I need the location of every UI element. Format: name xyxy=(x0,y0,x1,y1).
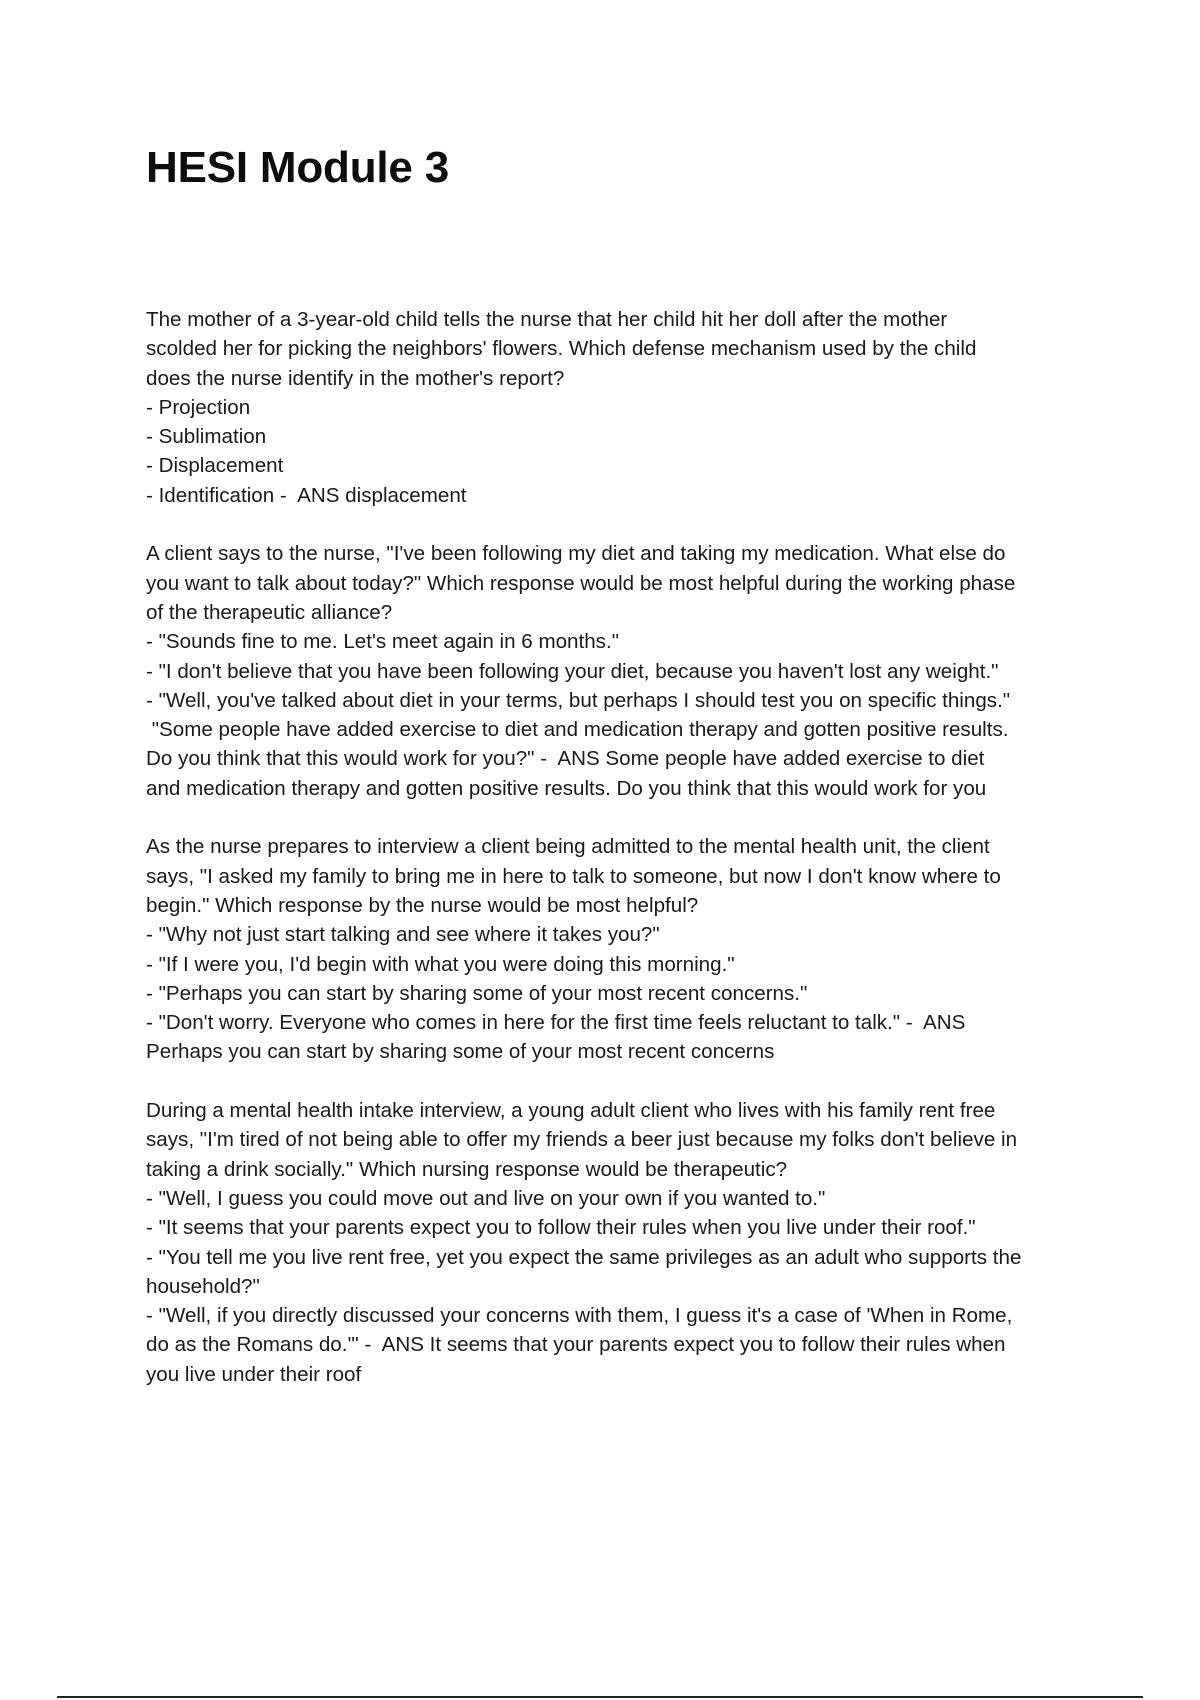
text-line: During a mental health intake interview, a young adult client who lives with his family rent free xyxy=(146,1099,996,1123)
question-block-4 xyxy=(146,1096,1096,1389)
text-line: The mother of a 3-year-old child tells the nurse that her child hit her doll after the mother xyxy=(146,308,948,331)
text-line: do as the Romans do.'" - ANS It seems that your parents expect you to follow their rules when xyxy=(146,1333,1006,1357)
answer-option: - "You tell me you live rent free, yet you expect the same privileges as an adult who supports the xyxy=(146,1245,1022,1269)
text-line: of the therapeutic alliance? xyxy=(146,600,393,624)
answer-option: - Displacement xyxy=(146,454,284,478)
text-line: does the nurse identify in the mother's report? xyxy=(146,366,565,390)
text-line: begin." Which response by the nurse would be most helpful? xyxy=(146,893,699,917)
answer-option: - Identification - ANS displacement xyxy=(146,483,467,507)
answer-option: - "If I were you, I'd begin with what you were doing this morning." xyxy=(146,952,735,976)
answer-option: - "Well, you've talked about diet in your terms, but perhaps I should test you on specific things." xyxy=(146,688,1011,712)
text-line: As the nurse prepares to interview a client being admitted to the mental health unit, the client xyxy=(146,835,990,859)
footer-divider xyxy=(57,1696,1143,1698)
text-line: A client says to the nurse, "I've been following my diet and taking my medication. What else do xyxy=(146,542,1006,566)
text-line: says, "I'm tired of not being able to offer my friends a beer just because my folks don't believe in xyxy=(146,1128,1018,1152)
answer-option: - "Why not just start talking and see where it takes you?" xyxy=(146,923,660,947)
question-block-2 xyxy=(146,539,1096,803)
answer-option: - "Well, I guess you could move out and live on your own if you wanted to." xyxy=(146,1186,826,1210)
text-line: taking a drink socially." Which nursing response would be therapeutic? xyxy=(146,1157,788,1181)
text-line: household?" xyxy=(146,1274,260,1298)
answer-option: - Projection xyxy=(146,395,251,419)
answer-option: - "Don't worry. Everyone who comes in here for the first time feels reluctant to talk." - ANS xyxy=(146,1011,966,1035)
text-line: you live under their roof xyxy=(146,1362,362,1386)
answer-option: - "It seems that your parents expect you to follow their rules when you live under their roof." xyxy=(146,1216,976,1240)
text-line: says, "I asked my family to bring me in here to talk to someone, but now I don't know where to xyxy=(146,864,1001,888)
text-line: and medication therapy and gotten positive results. Do you think that this would work for you xyxy=(146,776,987,800)
text-line: Do you think that this would work for you?" - ANS Some people have added exercise to diet xyxy=(146,747,985,771)
answer-option: - "I don't believe that you have been following your diet, because you haven't lost any weight." xyxy=(146,659,999,683)
question-block-3 xyxy=(146,832,1096,1066)
text-line: scolded her for picking the neighbors' flowers. Which defense mechanism used by the child xyxy=(146,337,977,361)
text-line: you want to talk about today?" Which response would be most helpful during the working phase xyxy=(146,571,1016,595)
answer-option: - "Well, if you directly discussed your concerns with them, I guess it's a case of 'When in Rome, xyxy=(146,1304,1013,1328)
answer-option: - "Sounds fine to me. Let's meet again in 6 months." xyxy=(146,630,620,654)
answer-option: - Sublimation xyxy=(146,425,267,449)
document-title: HESI Module 3 xyxy=(146,143,449,192)
text-line: Perhaps you can start by sharing some of your most recent concerns xyxy=(146,1040,775,1064)
document-body xyxy=(146,305,1096,1418)
answer-option: - "Perhaps you can start by sharing some of your most recent concerns." xyxy=(146,981,808,1005)
question-block-1 xyxy=(146,305,1096,510)
answer-option: "Some people have added exercise to diet and medication therapy and gotten positive results. xyxy=(146,718,1009,742)
